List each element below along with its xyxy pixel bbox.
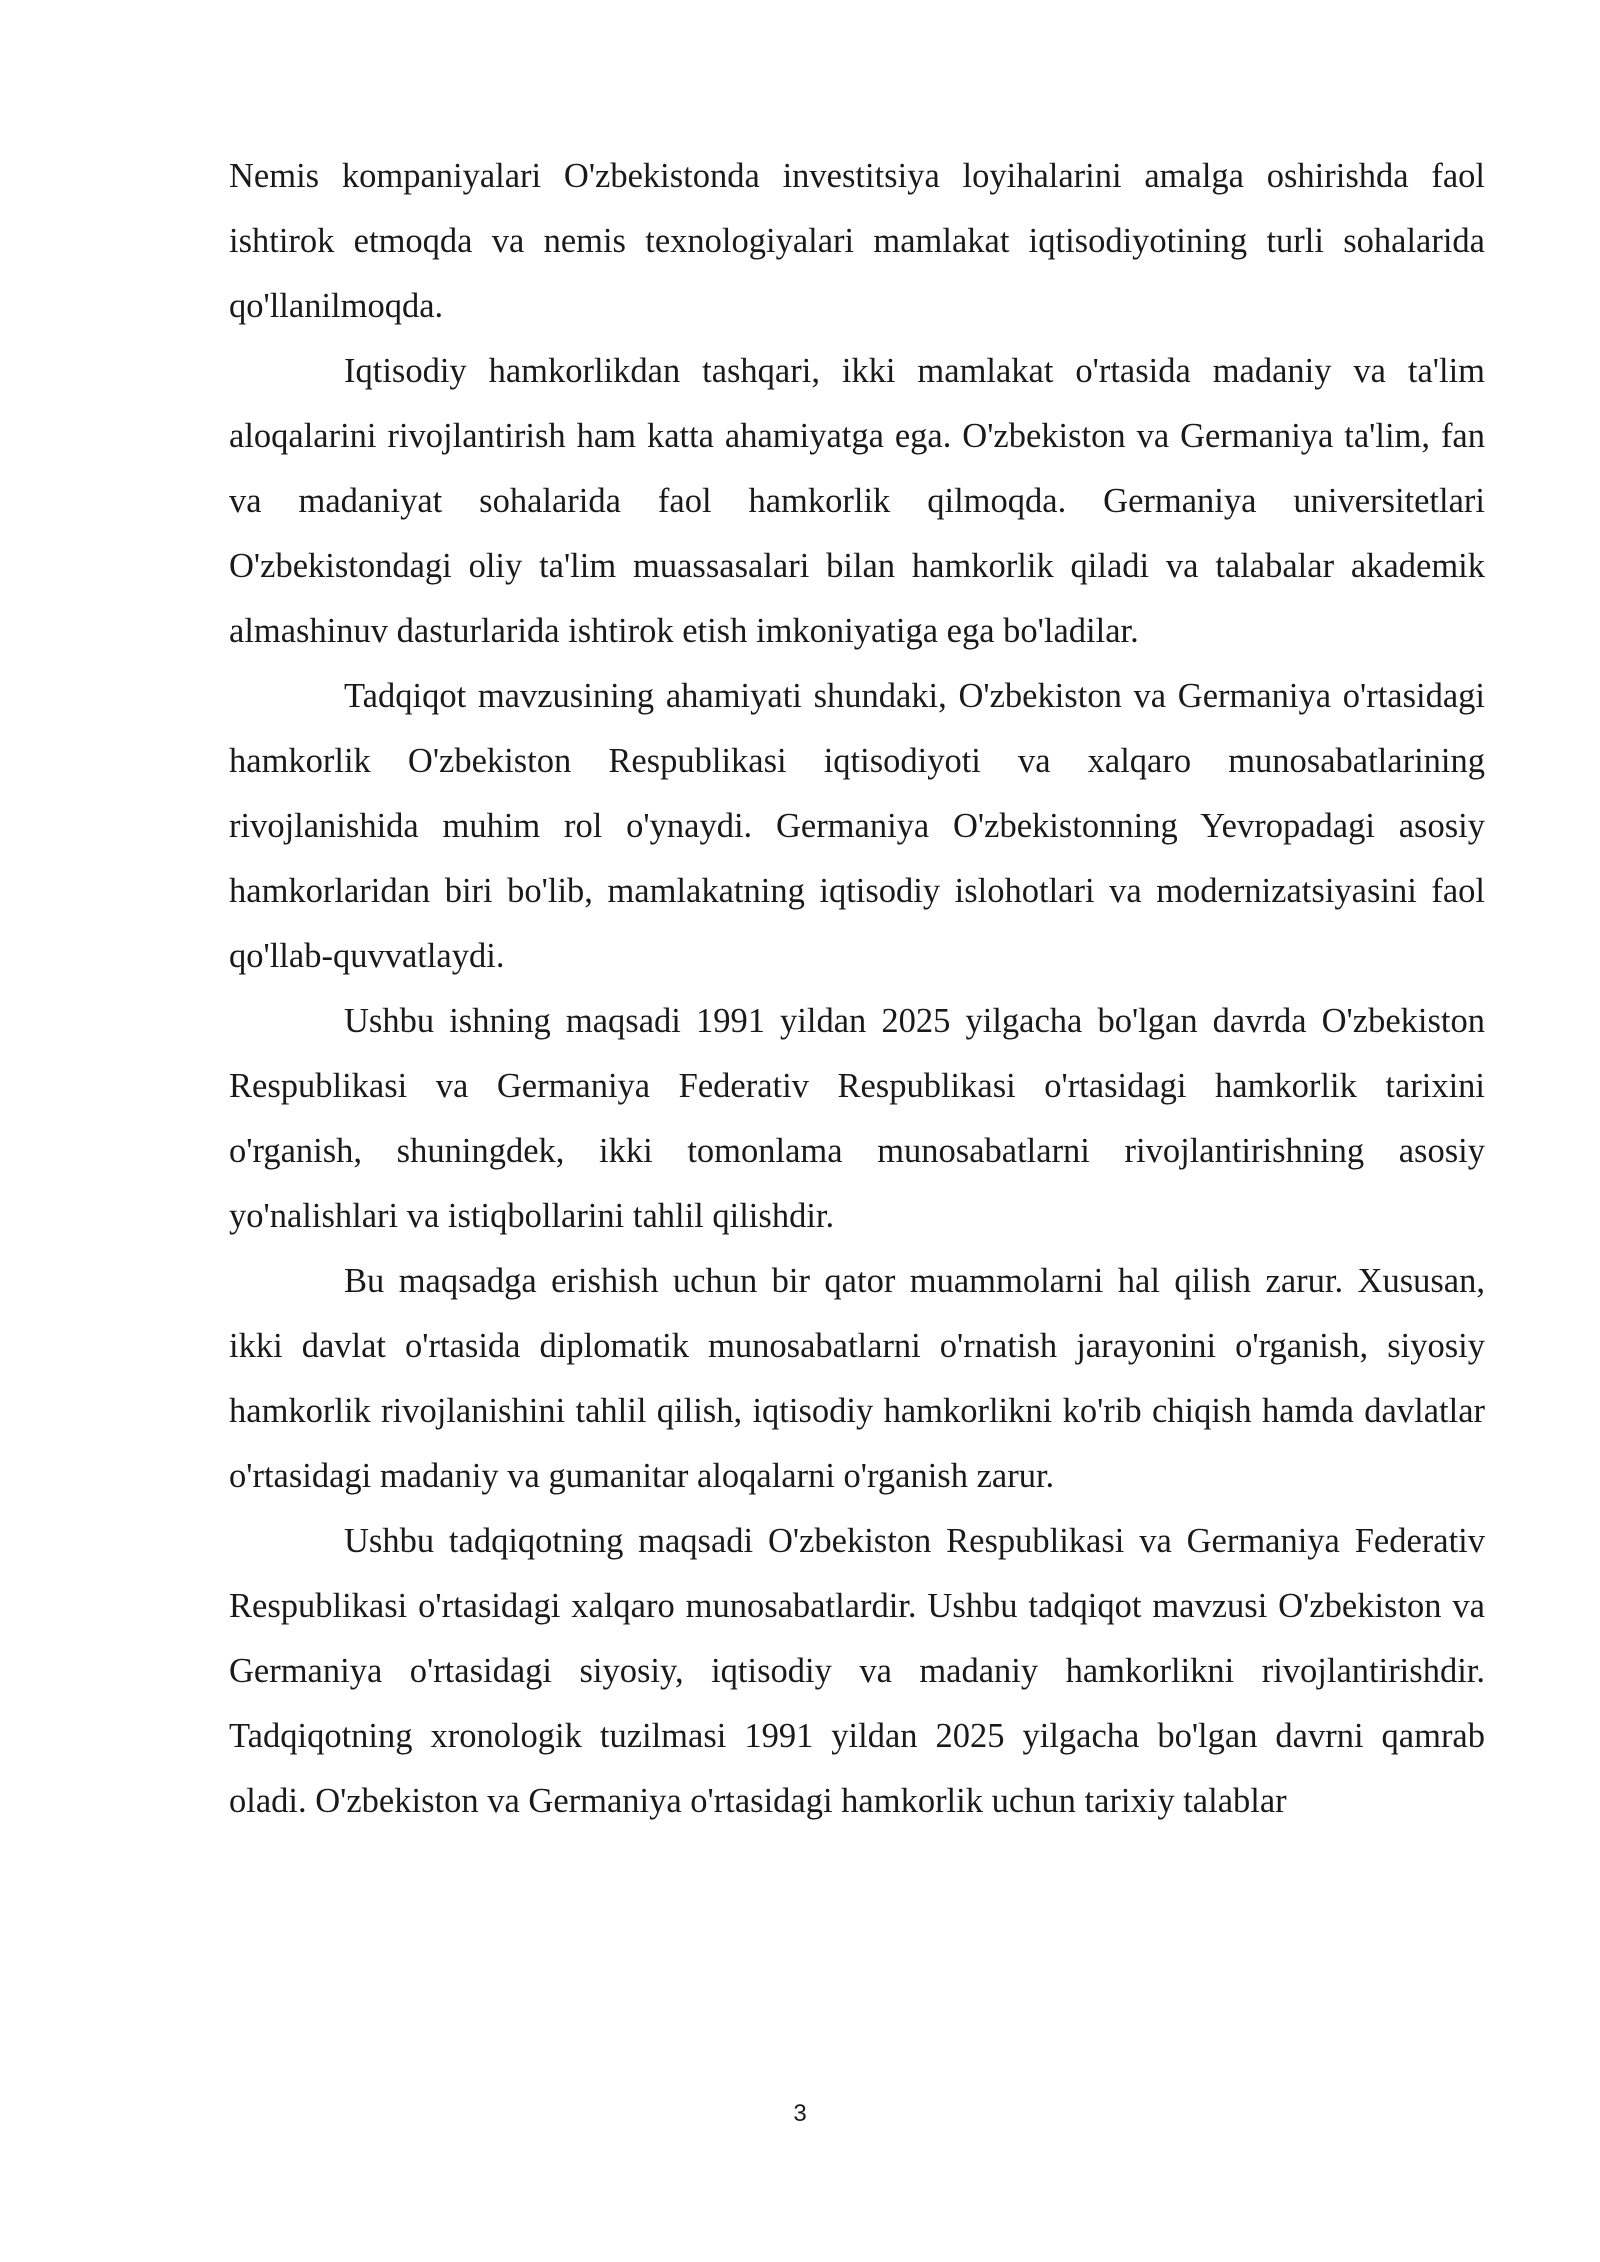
paragraph: Ushbu ishning maqsadi 1991 yildan 2025 yilgacha bo'lgan davrda O'zbekiston Respublikasi va Germaniya Federativ Respublikasi o'rtasidagi hamkorlik tarixini o'rganish, shuningdek, ikki tomonlama munosabatlarni rivojlantirishning asosiy yo'nalishlari va istiqbollarini tahlil qilishdir. (229, 1002, 1485, 1235)
paragraph: Bu maqsadga erishish uchun bir qator muammolarni hal qilish zarur. Xususan, ikki davlat o'rtasida diplomatik munosabatlarni o'rnatish jarayonini o'rganish, siyosiy hamkorlik rivojlanishini tahlil qilish, iqtisodiy hamkorlikni ko'rib chiqish hamda davlatlar o'rtasidagi madaniy va gumanitar aloqalarni o'rganish zarur. (229, 1262, 1485, 1495)
paragraph: Nemis kompaniyalari O'zbekistonda investitsiya loyihalarini amalga oshirishda faol ishtirok etmoqda va nemis texnologiyalari mamlakat iqtisodiyotining turli sohalarida qo'llanilmoqda. (229, 157, 1485, 325)
page-number: 3 (793, 2100, 807, 2127)
paragraph: Ushbu tadqiqotning maqsadi O'zbekiston Respublikasi va Germaniya Federativ Respublikasi o'rtasidagi xalqaro munosabatlardir. Ushbu tadqiqot mavzusi O'zbekiston va Germaniya o'rtasidagi siyosiy, iqtisodiy va madaniy hamkorlikni rivojlantirishdir. Tadqiqotning xronologik tuzilmasi 1991 yildan 2025 yilgacha bo'lgan davrni qamrab oladi. O'zbekiston va Germaniya o'rtasidagi hamkorlik uchun tarixiy talablar (229, 1522, 1485, 1820)
paragraph: Iqtisodiy hamkorlikdan tashqari, ikki mamlakat o'rtasida madaniy va ta'lim aloqalarini rivojlantirish ham katta ahamiyatga ega. O'zbekiston va Germaniya ta'lim, fan va madaniyat sohalarida faol hamkorlik qilmoqda. Germaniya universitetlari O'zbekistondagi oliy ta'lim muassasalari bilan hamkorlik qiladi va talabalar akademik almashinuv dasturlarida ishtirok etish imkoniyatiga ega bo'ladilar. (229, 352, 1485, 650)
body-text (229, 144, 1485, 1834)
paragraph: Tadqiqot mavzusining ahamiyati shundaki, O'zbekiston va Germaniya o'rtasidagi hamkorlik O'zbekiston Respublikasi iqtisodiyoti va xalqaro munosabatlarining rivojlanishida muhim rol o'ynaydi. Germaniya O'zbekistonning Yevropadagi asosiy hamkorlaridan biri bo'lib, mamlakatning iqtisodiy islohotlari va modernizatsiyasini faol qo'llab-quvvatlaydi. (229, 677, 1485, 975)
